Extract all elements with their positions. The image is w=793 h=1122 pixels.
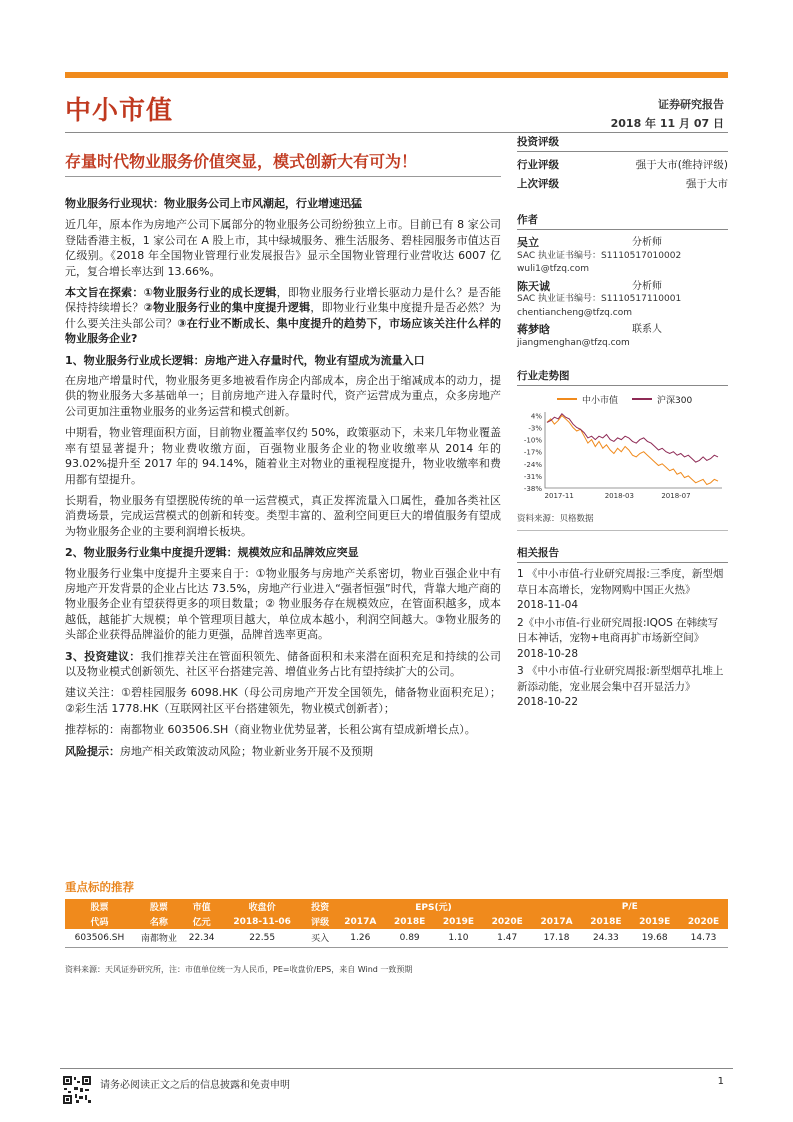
main-body bbox=[65, 196, 501, 765]
th-sub: 2019E bbox=[434, 914, 483, 929]
cell: 22.55 bbox=[220, 929, 305, 947]
th-sub: 代码 bbox=[65, 914, 134, 929]
x-tick-label: 2018-07 bbox=[661, 492, 691, 500]
author-name: 吴立 bbox=[517, 236, 539, 249]
section-1-heading: 1、物业服务行业成长逻辑：房地产进入存量时代，物业有望成为流量入口 bbox=[65, 353, 425, 367]
footer-divider bbox=[60, 1068, 733, 1069]
picks-title: 重点标的推荐 bbox=[65, 880, 134, 894]
qr-code-icon bbox=[62, 1075, 92, 1105]
trend-chart bbox=[517, 392, 728, 531]
related-list bbox=[517, 567, 728, 711]
section-3-paragraph bbox=[65, 649, 501, 680]
report-date: 2018 年 11 月 07 日 bbox=[610, 117, 724, 130]
y-tick-label: -17% bbox=[523, 448, 542, 457]
th-sub: 2018-11-06 bbox=[220, 914, 305, 929]
table-header-row bbox=[65, 899, 728, 914]
section-2-paragraph: 物业服务行业集中度提升主要来自于：①物业服务与房地产关系密切，物业百强企业中有房地产开发背景的企业占比达 73.5%，房地产行业进入“强者恒强”时代，背靠大地产商的物业服务企业有望获得更多的项目数量；② 物业服务存在规模效应，在管面积越多，成本越低，越能扩大规模；单个管理项目越大，单位成本越小，利润空间越大。③物业服务的头部企业获得品牌溢价的能力更强，品牌首选率更高。 bbox=[65, 566, 501, 642]
cell: 1.47 bbox=[483, 929, 532, 947]
cell: 24.33 bbox=[582, 929, 631, 947]
author-name: 陈天诚 bbox=[517, 279, 550, 293]
y-tick-label: -31% bbox=[523, 472, 542, 481]
status-heading: 物业服务行业现状：物业服务公司上市风潮起，行业增速迅猛 bbox=[65, 197, 362, 210]
x-tick-label: 2017-11 bbox=[544, 492, 574, 500]
th-close: 收盘价 bbox=[220, 899, 305, 914]
author-cert: SAC 执业证书编号：S1110517010002 bbox=[517, 250, 682, 261]
explore-point-1: 本文旨在探索：①物业服务行业的成长逻辑 bbox=[65, 286, 277, 300]
authors-title: 作者 bbox=[517, 212, 728, 230]
related-title: 相关报告 bbox=[517, 545, 728, 563]
th-sub: 亿元 bbox=[184, 914, 220, 929]
section-3-text: 我们推荐关注在管面积领先、储备面积和未来潜在面积充足和持续的公司以及物业模式创新领先、社区平台搭建完善、增值业务占比有望持续扩大的公司。 bbox=[65, 649, 501, 678]
explore-point-2: ②物业服务行业的集中度提升逻辑 bbox=[143, 301, 311, 315]
th-name: 股票 bbox=[134, 899, 184, 914]
author-email[interactable]: chentiancheng@tfzq.com bbox=[517, 307, 632, 318]
cell: 22.34 bbox=[184, 929, 220, 947]
author-cert: SAC 执业证书编号：S1110517110001 bbox=[517, 294, 682, 304]
th-code: 股票 bbox=[65, 899, 134, 914]
headline-divider bbox=[65, 176, 501, 177]
th-rating: 投资 bbox=[305, 899, 336, 914]
y-tick-label: -38% bbox=[523, 485, 542, 493]
rating-row bbox=[517, 156, 728, 175]
y-tick-label: -3% bbox=[528, 424, 542, 433]
rating-value: 强于大市(维持评级) bbox=[635, 159, 728, 171]
rating-title: 投资评级 bbox=[517, 134, 728, 152]
report-type: 证券研究报告 bbox=[658, 98, 724, 111]
sector-title: 中小市值 bbox=[65, 96, 174, 126]
th-sub: 评级 bbox=[305, 914, 336, 929]
related-item[interactable]: 2《中小市值-行业研究周报:IQOS 在韩续写日本神话，宠物+电商再扩市场新空间》 2018-10-28 bbox=[517, 616, 719, 660]
sidebar bbox=[517, 134, 728, 713]
cell: 19.68 bbox=[630, 929, 679, 947]
explore-text-1: ，即物业服务行业增长驱动力是什么？是否能保持持续增长？ bbox=[65, 286, 501, 315]
th-sub: 2017A bbox=[532, 914, 582, 929]
cell: 14.73 bbox=[679, 929, 728, 947]
risk-paragraph bbox=[65, 744, 501, 759]
y-tick-label: 4% bbox=[530, 412, 542, 421]
table-note: 资料来源：天风证券研究所，注：市值单位统一为人民币，PE=收盘价/EPS，来自 Wind 一致预期 bbox=[65, 965, 413, 974]
page-number: 1 bbox=[717, 1076, 724, 1087]
section-1-paragraph-2: 中期看，物业管理面积方面，目前物业覆盖率仅约 50%，政策驱动下，未来几年物业覆盖率有望显著提升；物业费收缴方面，百强物业服务企业的物业收缴率从 2014 年的 93.02%提升至 2017 年的 94.14%，随着业主对物业的重视程度提升，物业收缴率和费用都有望提升。 bbox=[65, 426, 501, 486]
cell: 1.10 bbox=[434, 929, 483, 947]
picks-table bbox=[65, 899, 728, 948]
trend-chart-svg bbox=[517, 406, 728, 506]
explore-text-2: ，即物业行业集中度提升是否必然？为什么要关注头部公司？ bbox=[65, 301, 502, 330]
table-header-row bbox=[65, 914, 728, 929]
chart-source: 资料来源：贝格数据 bbox=[517, 512, 728, 531]
rating-value: 强于大市 bbox=[686, 178, 728, 190]
risk-text: 房地产相关政策波动风险；物业新业务开展不及预期 bbox=[120, 744, 373, 758]
th-sub: 2018E bbox=[582, 914, 631, 929]
th-eps: EPS(元) bbox=[335, 899, 531, 914]
cell: 1.26 bbox=[335, 929, 385, 947]
cell: 17.18 bbox=[532, 929, 582, 947]
x-tick-label: 2018-03 bbox=[604, 492, 634, 500]
th-sub: 名称 bbox=[134, 914, 184, 929]
series-line-small-cap bbox=[547, 416, 718, 485]
suggest-paragraph: 建议关注：①碧桂园服务 6098.HK（母公司房地产开发全国领先，储备物业面积充足）；②彩生活 1778.HK（互联网社区平台搭建领先，物业模式创新者）； bbox=[65, 686, 501, 715]
author-card bbox=[517, 236, 728, 277]
y-tick-label: -24% bbox=[523, 460, 542, 469]
trend-title: 行业走势图 bbox=[517, 368, 728, 386]
risk-label: 风险提示： bbox=[65, 744, 120, 758]
th-sub: 2019E bbox=[630, 914, 679, 929]
related-item[interactable]: 3 《中小市值-行业研究周报:新型烟草扎堆上新添动能，宠业展会集中召开显活力》 2018-10-22 bbox=[517, 665, 724, 708]
section-1-paragraph-3: 长期看，物业服务有望摆脱传统的单一运营模式，真正发挥流量入口属性，叠加各类社区消费场景，完成运营模式的创新和转变。类型丰富的、盈利空间更巨大的增值服务有望成为物业服务企业的主要利润增长板块。 bbox=[65, 493, 501, 538]
cell: 603506.SH bbox=[65, 929, 134, 947]
cell: 0.89 bbox=[385, 929, 434, 947]
explore-point-3: ③在行业不断成长、集中度提升的趋势下，市场应该关注什么样的物业服务企业? bbox=[65, 316, 502, 346]
table-row bbox=[65, 929, 728, 947]
chart-legend bbox=[557, 392, 728, 406]
status-paragraph: 近几年，原本作为房地产公司下属部分的物业服务公司纷纷独立上市。目前已有 8 家公司登陆香港主板，1 家公司在 A 股上市，其中绿城服务、雅生活服务、碧桂园服务市值达百亿级别。《2018 年全国物业管理行业发展报告》显示全国物业管理行业营收达 6007 亿元，复合增长率达到 13.66%。 bbox=[65, 218, 501, 278]
recommend-paragraph: 推荐标的：南都物业 603506.SH（商业物业优势显著，长租公寓有望成新增长点）。 bbox=[65, 723, 476, 737]
th-pe: P/E bbox=[532, 899, 728, 914]
legend-item-hs300: 沪深300 bbox=[632, 393, 692, 406]
section-2-heading: 2、物业服务行业集中度提升逻辑：规模效应和品牌效应突显 bbox=[65, 546, 359, 560]
author-email[interactable]: jiangmenghan@tfzq.com bbox=[517, 337, 630, 348]
report-headline: 存量时代物业服务价值突显，模式创新大有可为！ bbox=[65, 152, 418, 171]
legend-item-small-cap: 中小市值 bbox=[557, 393, 618, 406]
y-tick-label: -10% bbox=[523, 436, 542, 445]
section-1-paragraph-1: 在房地产增量时代，物业服务更多地被看作房企内部成本，房企出于缩减成本的动力，提供的物业服务大多基础单一；目前房地产进入存量时代，资产运营成为重点，众多房地产公司更加注重物业服务的业务运营和模式创新。 bbox=[65, 374, 501, 418]
cell: 买入 bbox=[305, 929, 336, 947]
author-role: 联系人 bbox=[632, 324, 662, 335]
section-3-heading: 3、投资建议： bbox=[65, 649, 141, 663]
th-sub: 2018E bbox=[385, 914, 434, 929]
rating-label: 行业评级 bbox=[517, 159, 559, 171]
cell: 南都物业 bbox=[134, 929, 184, 947]
author-role: 分析师 bbox=[632, 280, 662, 292]
rating-row bbox=[517, 175, 728, 194]
th-sub: 2020E bbox=[679, 914, 728, 929]
author-role: 分析师 bbox=[632, 237, 662, 248]
th-sub: 2017A bbox=[335, 914, 385, 929]
related-item[interactable]: 1 《中小市值-行业研究周报:三季度，新型烟草日本高增长，宠物网购中国正火热》 2018-11-04 bbox=[517, 568, 724, 611]
rating-label: 上次评级 bbox=[517, 178, 559, 190]
author-card bbox=[517, 323, 728, 350]
header-divider bbox=[65, 132, 728, 133]
th-sub: 2020E bbox=[483, 914, 532, 929]
author-email[interactable]: wuli1@tfzq.com bbox=[517, 264, 590, 274]
footer-disclaimer: 请务必阅读正文之后的信息披露和免责申明 bbox=[100, 1080, 290, 1091]
top-accent-bar bbox=[65, 72, 728, 78]
chart-axes bbox=[545, 412, 722, 488]
explore-paragraph bbox=[65, 285, 501, 347]
author-card bbox=[517, 280, 728, 321]
author-name: 蒋梦晗 bbox=[517, 323, 550, 336]
th-mcap: 市值 bbox=[184, 899, 220, 914]
